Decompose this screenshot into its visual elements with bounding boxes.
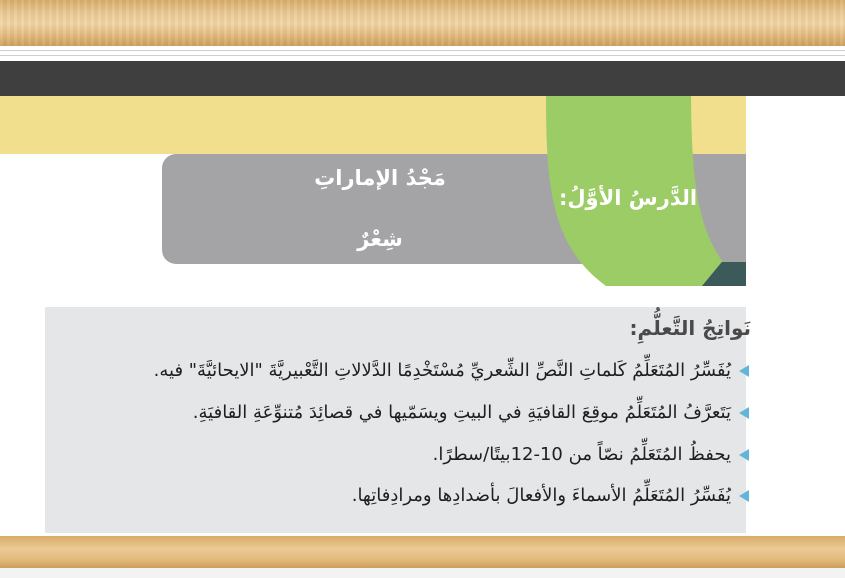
outcome-text: يَتَعرَّفُ المُتَعَلِّمُ موقِعَ القافيَةِ في البيتِ ويسَمّيها في قصائِدَ مُتنوِّعَةِ القافيَةِ. (192, 402, 731, 423)
triangle-bullet-icon (739, 490, 749, 502)
page-margin (746, 96, 845, 536)
learning-outcomes-heading: نَواتِجُ التَّعلُّمِ: (629, 316, 751, 340)
wood-shelf-bottom (0, 536, 845, 568)
page-top-band (0, 61, 845, 96)
list-item (433, 444, 749, 465)
shelf-divider (0, 50, 845, 51)
list-item (193, 402, 749, 423)
outcome-text: يُفَسِّرُ المُتَعَلِّمُ كَلماتِ النَّصِّ الشِّعريِّ مُسْتَخْدِمًا الدَّلالاتِ التَّعْبيريَّةَ "الايحائيَّةَ" فيه. (153, 360, 731, 381)
list-item (154, 360, 749, 381)
lesson-title: مَجْدُ الإماراتِ (314, 166, 446, 190)
triangle-bullet-icon (739, 407, 749, 419)
outcome-text: يُفَسِّرُ المُتَعَلِّمُ الأسماءَ والأفعالَ بأضدادِها ومرادِفاتِها. (351, 485, 731, 506)
outcome-text: يحفظُ المُتَعَلِّمُ نصّاً من 10-12بيتًا/سطرًا. (432, 444, 731, 465)
lesson-number-label: الدَّرسُ الأوَّلُ: (558, 186, 698, 210)
lesson-type: شِعْرٌ (357, 227, 403, 251)
shelf-divider (0, 55, 845, 56)
triangle-bullet-icon (739, 449, 749, 461)
floor (0, 568, 845, 578)
wood-shelf-top (0, 0, 845, 46)
triangle-bullet-icon (739, 365, 749, 377)
list-item (352, 485, 749, 506)
